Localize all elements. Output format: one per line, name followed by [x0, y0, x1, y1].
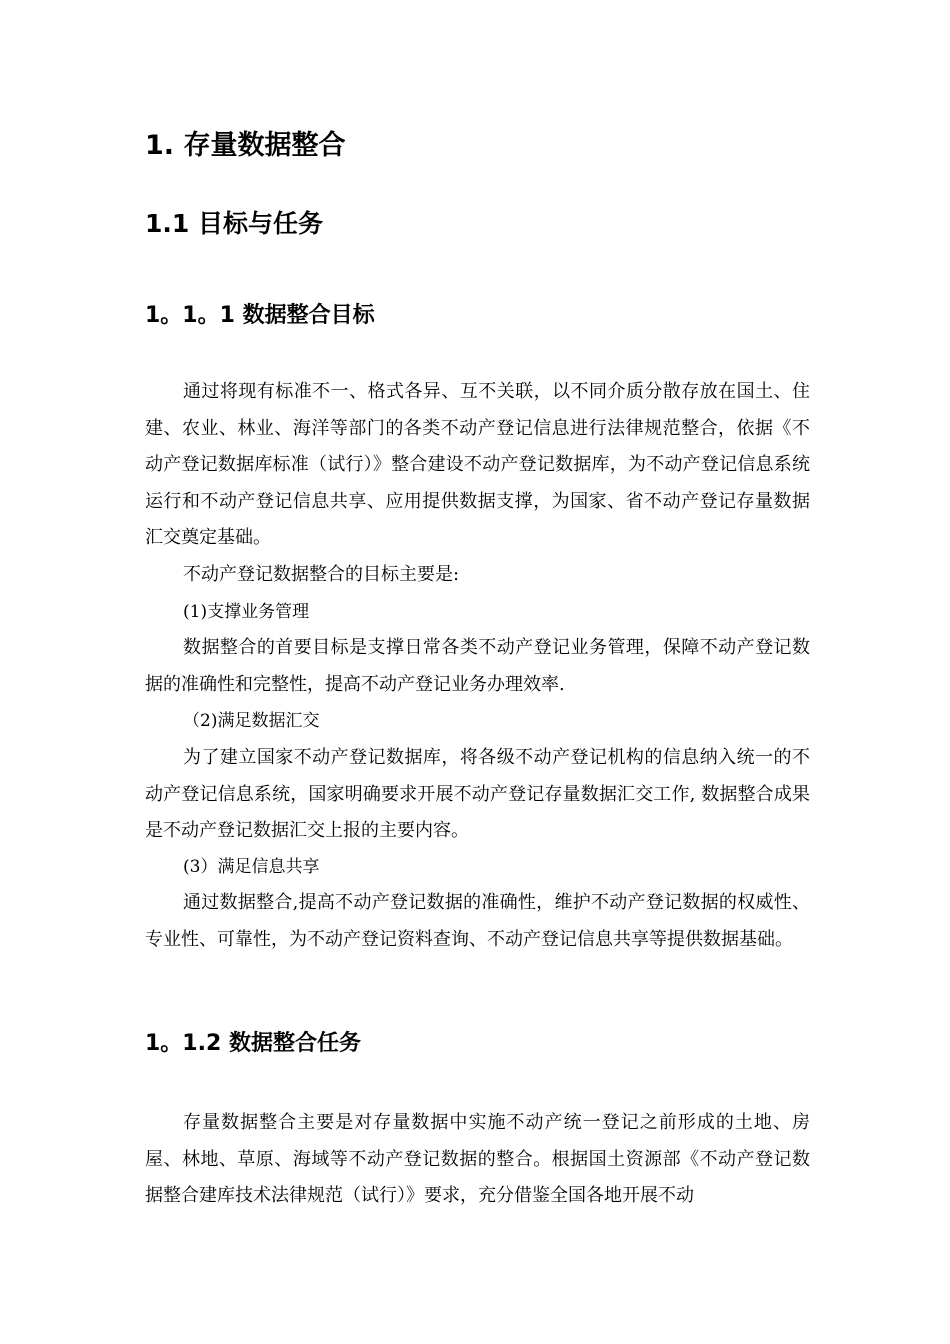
subsection-heading-goals: 1。1。1 数据整合目标 [145, 303, 375, 328]
goal-3-paragraph: 通过数据整合,提高不动产登记数据的准确性，维护不动产登记数据的权威性、专业性、可靠性，为不动产登记资料查询、不动产登记信息共享等提供数据基础。 [145, 892, 810, 950]
goal-2-paragraph: 为了建立国家不动产登记数据库，将各级不动产登记机构的信息纳入统一的不动产登记信息系统，国家明确要求开展不动产登记存量数据汇交工作, 数据整合成果是不动产登记数据汇交上报的主要内容。 [145, 747, 810, 841]
chapter-heading: 1. 存量数据整合 [145, 130, 346, 161]
goals-lead-paragraph: 不动产登记数据整合的目标主要是: [183, 564, 460, 585]
goal-1-title: (1)支撑业务管理 [183, 602, 310, 622]
tasks-paragraph: 存量数据整合主要是对存量数据中实施不动产统一登记之前形成的土地、房屋、林地、草原、海域等不动产登记数据的整合。根据国土资源部《不动产登记数据整合建库技术法律规范（试行）》要求，充分借鉴全国各地开展不动 [145, 1112, 810, 1206]
goal-1-paragraph: 数据整合的首要目标是支撑日常各类不动产登记业务管理，保障不动产登记数据的准确性和完整性，提高不动产登记业务办理效率. [145, 637, 810, 695]
section-heading: 1.1 目标与任务 [145, 209, 323, 238]
goal-3-title: (3）满足信息共享 [183, 857, 320, 877]
subsection-heading-tasks: 1。1.2 数据整合任务 [145, 1031, 361, 1056]
goal-2-title: （2)满足数据汇交 [183, 711, 320, 731]
goals-intro-paragraph: 通过将现有标准不一、格式各异、互不关联，以不同介质分散存放在国土、住建、农业、林业、海洋等部门的各类不动产登记信息进行法律规范整合，依据《不动产登记数据库标准（试行）》整合建设不动产登记数据库，为不动产登记信息系统运行和不动产登记信息共享、应用提供数据支撑，为国家、省不动产登记存量数据汇交奠定基础。 [145, 381, 810, 548]
